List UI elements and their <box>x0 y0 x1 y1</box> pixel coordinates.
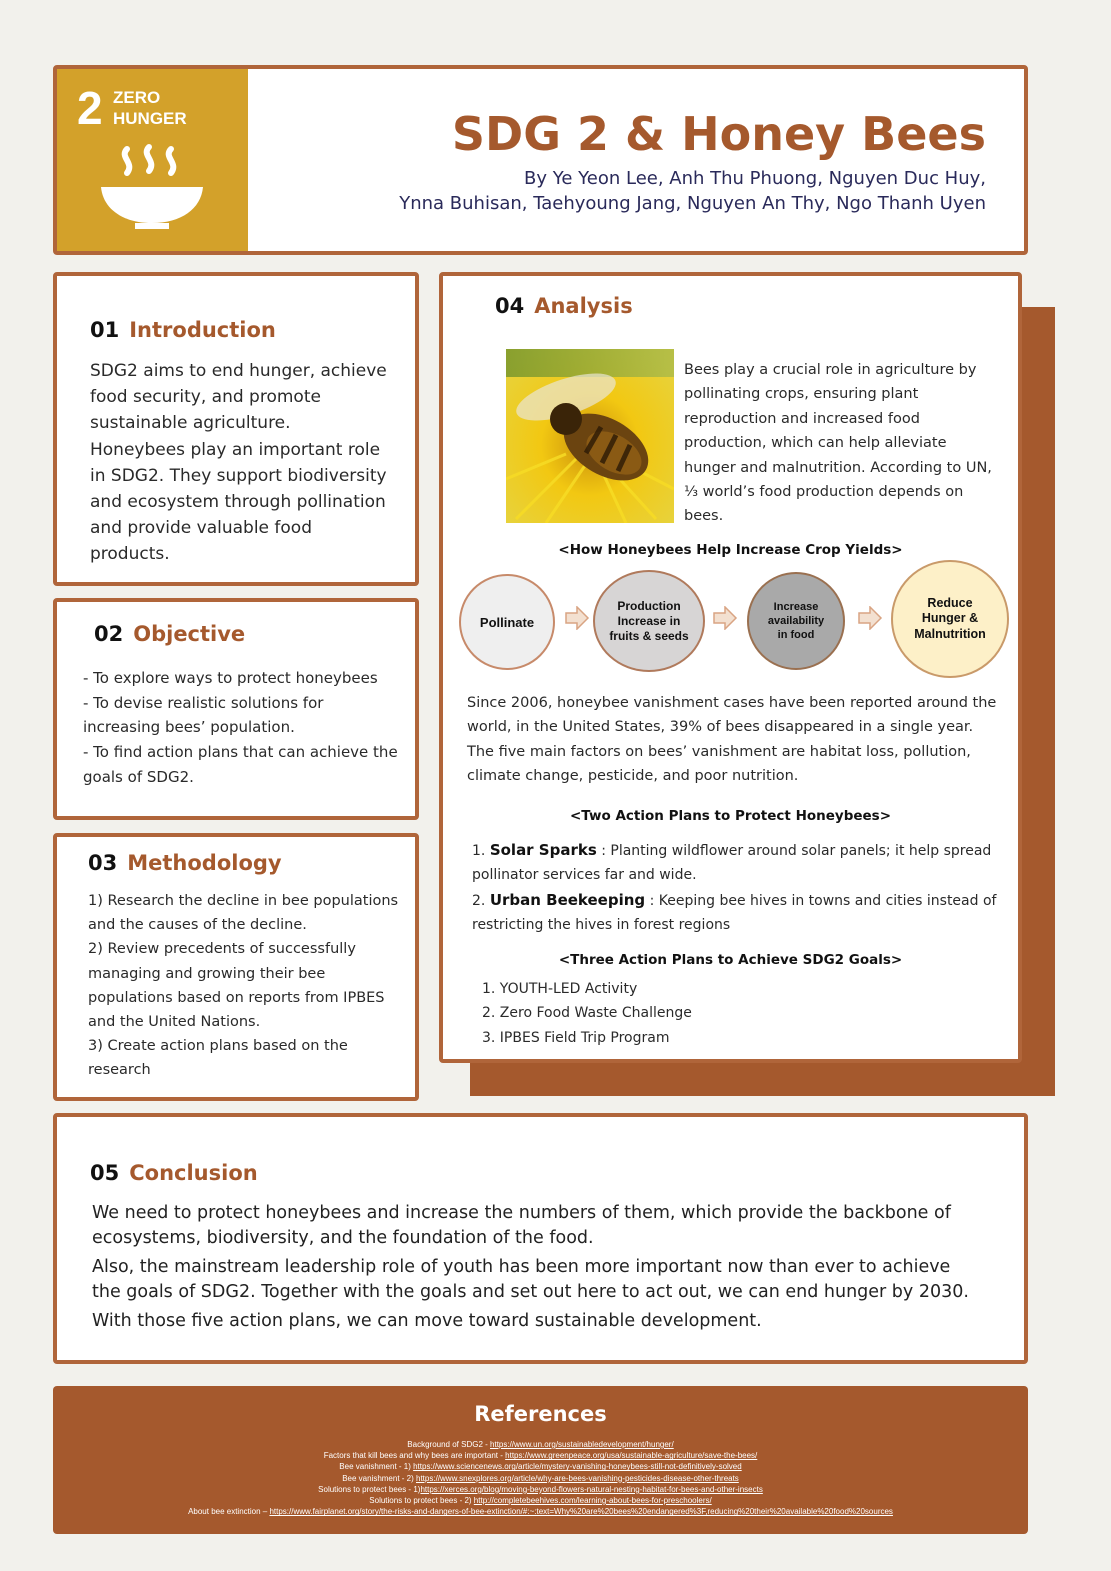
sdg-number: 2 <box>77 82 103 134</box>
reference-link[interactable]: https://www.greenpeace.org/usa/sustainable-agriculture/save-the-bees/ <box>505 1451 758 1461</box>
section-number: 01 <box>90 318 120 342</box>
section-title: Objective <box>133 622 246 646</box>
sdg-name <box>113 87 187 129</box>
protect-title: <Two Action Plans to Protect Honeybees> <box>569 808 892 824</box>
analysis-panel <box>439 272 1022 1063</box>
introduction-text: SDG2 aims to end hunger, achieve food security, and promote sustainable agriculture. Honeybees play an important role in SDG2. They support biodiversity and ecosystem through pollination and provide valuable food products. <box>90 361 387 565</box>
list-item: 1. Solar Sparks : Planting wildflower around solar panels; it help spread pollinator services far and wide. <box>472 841 992 884</box>
conclusion-panel <box>53 1113 1028 1364</box>
list-item: - To explore ways to protect honeybees <box>83 669 378 687</box>
authors-line2: Ynna Buhisan, Taehyoung Jang, Nguyen An Thy, Ngo Thanh Uyen <box>399 193 986 214</box>
authors-line1: By Ye Yeon Lee, Anh Thu Phuong, Nguyen Duc Huy, <box>524 168 986 189</box>
objective-heading <box>94 622 245 646</box>
list-item: 2. Zero Food Waste Challenge <box>482 1005 692 1022</box>
list-item: 2) Review precedents of successfully managing and growing their bee populations based on reports from IPBES and the United Nations. <box>88 941 385 1031</box>
arrow-right-icon <box>857 606 883 630</box>
references-list <box>53 1439 1028 1517</box>
flow-step-pollinate <box>459 574 555 670</box>
reference-link[interactable]: https://www.snexplores.org/article/why-are-bees-vanishing-pesticides-disease-other-threats <box>416 1473 739 1483</box>
reference-link[interactable]: https://xerces.org/blog/moving-beyond-flowers-natural-nesting-habitat-for-bees-and-other-insects <box>420 1484 763 1494</box>
section-title: Conclusion <box>129 1161 258 1185</box>
list-item: - To find action plans that can achieve the goals of SDG2. <box>83 743 398 786</box>
analysis-heading <box>495 294 633 318</box>
bowl-icon <box>97 143 207 233</box>
reference-item: Solutions to protect bees - 2) http://completebeehives.com/learning-about-bees-for-preschoolers/ <box>369 1496 712 1506</box>
sdg-name-line1: ZERO <box>113 88 161 107</box>
conclusion-paragraph: With those five action plans, we can move toward sustainable development. <box>92 1311 762 1331</box>
list-item: 3. IPBES Field Trip Program <box>482 1029 670 1046</box>
section-number: 02 <box>94 622 124 646</box>
list-item: - To devise realistic solutions for increasing bees’ population. <box>83 693 324 737</box>
references-title: References <box>474 1402 607 1426</box>
reference-link[interactable]: https://www.fairplanet.org/story/the-risks-and-dangers-of-bee-extinction/#:~:text=Why%20are%20bees%20endangered%3F,reducing%20their%20available%20food%20sources <box>269 1507 893 1517</box>
sdg2-logo <box>57 69 248 255</box>
section-number: 05 <box>90 1161 120 1185</box>
plan-description: : Planting wildflower around solar panels; it help spread pollinator services far and wide. <box>472 843 992 884</box>
list-item: 3) Create action plans based on the research <box>88 1038 348 1079</box>
flow-step-label: Production Increase in fruits & seeds <box>609 598 689 643</box>
list-item: 1. YOUTH-LED Activity <box>482 981 638 997</box>
flow-title: <How Honeybees Help Increase Crop Yields> <box>558 542 903 558</box>
flow-step-reduce-hunger <box>891 560 1009 678</box>
protect-plans-list <box>472 838 1012 938</box>
arrow-right-icon <box>564 606 590 630</box>
objective-list <box>83 666 403 790</box>
flow-step-availability <box>747 572 845 670</box>
vanishment-text: Since 2006, honeybee vanishment cases have been reported around the world, in the United States, 39% of bees disappeared in a single year. The five main factors on bees’ vanishment are habitat loss, pollution, climate change, pesticide, and poor nutrition. <box>467 695 997 785</box>
flow-step-label: Reduce Hunger & Malnutrition <box>914 595 986 641</box>
list-item: 1) Research the decline in bee populations and the causes of the decline. <box>88 893 399 934</box>
methodology-list <box>88 889 408 1083</box>
page-title: SDG 2 & Honey Bees <box>451 107 986 161</box>
reference-link[interactable]: http://completebeehives.com/learning-about-bees-for-preschoolers/ <box>473 1496 712 1506</box>
reference-item: Solutions to protect bees - 1)https://xerces.org/blog/moving-beyond-flowers-natural-nesting-habitat-for-bees-and-other-insects <box>318 1484 763 1494</box>
bee-role-text: Bees play a crucial role in agriculture by pollinating crops, ensuring plant reproduction and increased food production, which can help alleviate hunger and malnutrition. According to UN, ⅓ world’s food production depends on bees. <box>684 362 992 525</box>
section-title: Analysis <box>534 294 633 318</box>
conclusion-paragraph: We need to protect honeybees and increase the numbers of them, which provide the backbone of ecosystems, biodiversity, and the foundation of the food. <box>92 1203 951 1248</box>
section-title: Introduction <box>129 318 276 342</box>
achieve-title: <Three Action Plans to Achieve SDG2 Goals> <box>558 952 903 968</box>
reference-item: Bee vanishment - 2) https://www.snexplores.org/article/why-are-bees-vanishing-pesticides-disease-other-threats <box>342 1473 739 1483</box>
section-number: 04 <box>495 294 525 318</box>
methodology-panel <box>53 833 419 1101</box>
section-title: Methodology <box>127 851 282 875</box>
flow-step-label: Pollinate <box>479 614 535 630</box>
conclusion-heading <box>90 1161 258 1185</box>
references-panel <box>53 1386 1028 1534</box>
reference-item: Background of SDG2 - https://www.un.org/sustainabledevelopment/hunger/ <box>407 1440 674 1449</box>
sdg-name-line2: HUNGER <box>113 109 187 128</box>
reference-link[interactable]: https://www.sciencenews.org/article/mystery-vanishing-honeybees-still-not-definitively-solved <box>413 1462 742 1472</box>
reference-item: Bee vanishment - 1) https://www.sciencenews.org/article/mystery-vanishing-honeybees-still-not-definitively-solved <box>339 1462 742 1472</box>
reference-link[interactable]: https://www.un.org/sustainabledevelopment/hunger/ <box>490 1440 674 1449</box>
list-item: 2. Urban Beekeeping : Keeping bee hives in towns and cities instead of restricting the hives in forest regions <box>472 890 997 934</box>
plan-description: : Keeping bee hives in towns and cities instead of restricting the hives in forest regions <box>472 892 997 934</box>
introduction-panel <box>53 272 419 586</box>
flow-step-label: Increase availability in food <box>767 601 825 641</box>
conclusion-text <box>92 1201 972 1339</box>
achieve-plans-list <box>482 977 692 1050</box>
plan-name: Urban Beekeeping <box>489 890 646 909</box>
header-panel <box>53 65 1028 255</box>
section-number: 03 <box>88 851 118 875</box>
introduction-heading <box>90 318 276 342</box>
honeybee-photo <box>506 349 674 523</box>
arrow-right-icon <box>712 606 738 630</box>
conclusion-paragraph: Also, the mainstream leadership role of youth has been more important now than ever to achieve the goals of SDG2. Together with the goals and set out here to act out, we can end hunger by 2030. <box>92 1257 969 1302</box>
flow-step-production <box>593 570 705 672</box>
methodology-heading <box>88 851 282 875</box>
objective-panel <box>53 598 419 820</box>
reference-item: Factors that kill bees and why bees are important - https://www.greenpeace.org/usa/sustainable-agriculture/save-the-bees/ <box>323 1451 758 1461</box>
reference-item: About bee extinction – https://www.fairplanet.org/story/the-risks-and-dangers-of-bee-extinction/#:~:text=Why%20are%20bees%20endangered%3F,reducing%20their%20available%20food%20sources <box>188 1507 893 1517</box>
plan-name: Solar Sparks <box>489 841 597 859</box>
